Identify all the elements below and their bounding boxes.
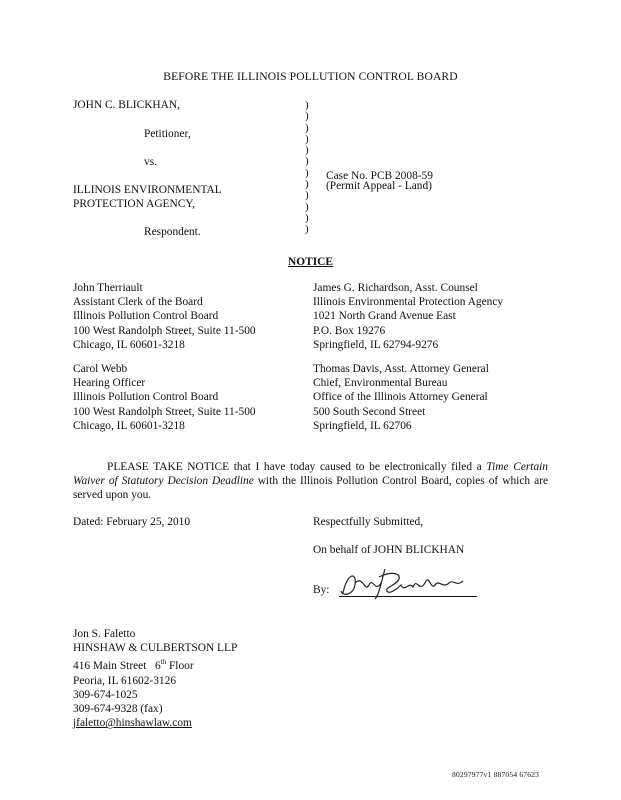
attorney-firm: HINSHAW & CULBERTSON LLP [73,642,238,655]
address-line: James G. Richardson, Asst. Counsel [313,282,478,294]
address-line: 100 West Randolph Street, Suite 11-500 [73,324,256,337]
document-id-footer: 80297977v1 887054 67623 [452,770,540,779]
address-line: Thomas Davis, Asst. Attorney General [313,363,489,375]
attorney-phone: 309-674-1025 [73,688,138,701]
address-line: Carol Webb [73,363,128,375]
notice-text-part-1: PLEASE TAKE NOTICE that I have today caused to be electronically filed a [107,461,487,473]
recipient-attorney-general [313,362,489,433]
attorney-fax: 309-674-9328 (fax) [73,703,163,716]
address-line: Illinois Environmental Protection Agency [313,296,504,309]
attorney-street: 416 Main Street 6th Floor [73,658,194,673]
case-type: (Permit Appeal - Land) [326,180,432,192]
notice-text-part-2: with the Illinois Pollution Control Board, copies of which are served upon you. [73,475,549,502]
address-line: Chicago, IL 60601-3218 [73,338,185,351]
attorney-city: Peoria, IL 61602-3126 [73,674,177,687]
notice-paragraph [73,460,548,503]
respondent-role: Respondent. [144,226,201,238]
address-line: P.O. Box 19276 [313,324,386,337]
address-line: Illinois Pollution Control Board [73,391,219,404]
attorney-name: Jon S. Faletto [73,628,136,640]
respondent-name-line-1: ILLINOIS ENVIRONMENTAL [73,184,222,196]
address-line: 500 South Second Street [313,405,426,418]
filed-document-title: Time Certain Waiver of Statutory Decision Deadline [73,461,548,488]
address-line: 1021 North Grand Avenue East [313,310,456,323]
address-line: Hearing Officer [73,377,146,390]
by-label: By: [313,584,330,596]
recipient-counsel [313,281,503,352]
on-behalf-line: On behalf of JOHN BLICKHAN [313,544,465,556]
address-line: Springfield, IL 62794-9276 [313,338,439,351]
respondent-name-line-2: PROTECTION AGENCY, [73,198,195,210]
caption-parentheses: ) ) ) ) ) ) ) ) ) ) ) ) [305,99,309,236]
document-title: BEFORE THE ILLINOIS POLLUTION CONTROL BOARD [163,70,458,83]
address-line: Illinois Pollution Control Board [73,310,219,323]
versus-label: vs. [144,156,157,168]
case-number: Case No. PCB 2008-59 [326,170,433,182]
recipient-hearing-officer [73,362,256,433]
recipient-clerk [73,281,256,352]
attorney-block [73,627,237,730]
address-line: Springfield, IL 62706 [313,419,412,432]
address-line: John Therriault [73,282,143,294]
address-line: Chicago, IL 60601-3218 [73,419,185,432]
petitioner-role: Petitioner, [144,128,191,140]
address-line: 100 West Randolph Street, Suite 11-500 [73,405,256,418]
signature-line [339,596,477,597]
closing-line: Respectfully Submitted, [313,516,424,528]
handwritten-signature [335,563,475,603]
address-line: Chief, Environmental Bureau [313,377,448,390]
notice-heading: NOTICE [288,256,333,268]
attorney-email: jfaletto@hinshawlaw.com [73,717,192,730]
dated-line: Dated: February 25, 2010 [73,516,191,528]
address-line: Office of the Illinois Attorney General [313,391,488,404]
address-line: Assistant Clerk of the Board [73,296,203,309]
petitioner-name: JOHN C. BLICKHAN, [73,99,180,111]
